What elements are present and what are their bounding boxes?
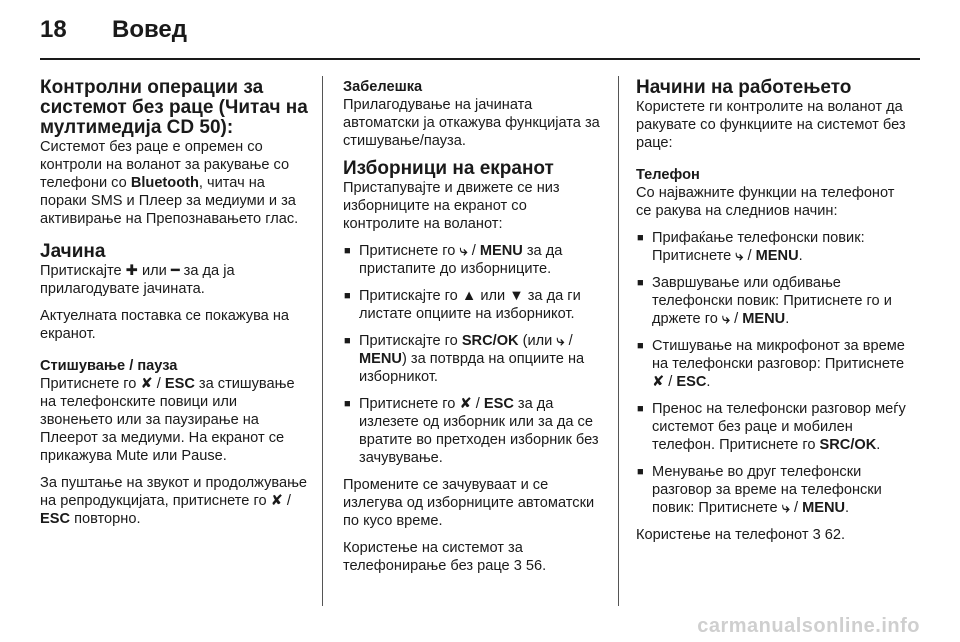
menu-steps-list [343,242,606,467]
list-item: ■ Притискајте го SRC/OK (или ⤷ / MENU) за потврда на опциите на изборникот. [343,332,606,386]
esc-keyword: ESC [164,376,195,392]
reference-arrow-icon: 3 [513,558,522,574]
section-heading-hands-free: Контролни операции за системот без раце (Читач на мултимедија CD 50): [40,77,308,138]
esc-keyword: ESC [40,511,71,527]
phone-icon: ⤷ [735,248,744,264]
phone-icon: ⤷ [721,311,731,327]
auto-save-text: Промените се зачувуваат и се излегува од изборниците автоматски по кусо време. [343,477,595,529]
heading-operation-modes: Начини на работењето [636,77,852,98]
list-item: ■ Завршување или одбивање телефонски повик: Притиснете го и држете го ⤷ / MENU. [636,274,912,328]
resume-text: За пуштање на звукот и продолжување на репродукцијата, притиснете го ✘ / ESC повторно. [40,475,308,527]
phone-icon: ⤷ [781,500,790,516]
cross-reference-phone: Користење на телефонот 3 62. [636,527,846,543]
heading-display-menus: Изборници на екранот [343,158,554,179]
volume-display-text: Актуелната поставка се покажува на екранот. [40,308,290,342]
page-header [40,16,187,56]
list-item: ■ Стишување на микрофонот за време на телефонски разговор: Притиснете ✘ / ESC. [636,337,912,391]
plus-icon: ✚ [125,263,138,279]
modes-intro: Користете ги контролите на воланот да ракувате со функциите на системот без раце: [636,99,906,151]
phone-icon: ⤷ [556,333,565,349]
note-title: Забелешка [343,79,423,95]
mute-icon: ✘ [459,396,472,412]
heading-phone: Телефон [636,167,700,183]
mute-text: Притиснете го ✘ / ESC за стишување на телефонските повици или звонењето или за паузирање на Плеерот за медиуми. На екранот се прикажува Mute или Pause. [40,376,295,464]
minus-icon: ━ [170,263,180,279]
volume-text: Притискајте ✚ или ━ за да ја прилагодувате јачината. [40,263,235,297]
list-item: ■ Притиснете го ✘ / ESC за да излезете од изборник или за да се вратите во претходен изборник без зачувување. [343,395,606,467]
column-2 [343,78,606,575]
list-item: ■ Прифаќање телефонски повик: Притиснете ⤷ / MENU. [636,229,912,265]
hands-free-intro: Системот без раце е опремен со контроли на воланот за ракување со телефони со Bluetooth, читач на пораки SMS и Плеер за медиуми и за активирање на Препознавањето глас. [40,139,299,227]
column-divider-right [618,76,619,606]
list-item: ■ Притискајте го ▲ или ▼ за да ги листате опциите на изборникот. [343,287,606,323]
heading-volume: Јачина [40,241,106,262]
column-divider-left [322,76,323,606]
menus-intro: Пристапувајте и движете се низ изборниците на екранот со контролите на воланот: [343,180,560,232]
phone-functions-list [636,229,912,517]
phone-icon: ⤷ [459,243,468,259]
header-divider [40,58,920,60]
phone-intro: Со најважните функции на телефонот се ракува на следниов начин: [636,185,895,219]
list-item: ■ Менување во друг телефонски разговор за време на телефонски повик: Притиснете ⤷ / MENU. [636,463,912,517]
page-number: 18 [40,16,67,43]
list-item: ■ Притиснете го ⤷ / MENU за да пристапите до изборниците. [343,242,606,278]
bluetooth-keyword: Bluetooth [130,175,199,191]
page-title: Вовед [112,16,188,43]
note-text: Прилагодување на јачината автоматски ја откажува функцијата за стишување/пауза. [343,97,600,149]
arrow-up-icon: ▲ [461,288,477,304]
heading-mute-pause: Стишување / пауза [40,358,178,374]
watermark: carmanualsonline.info [697,615,920,637]
mute-icon: ✘ [652,374,665,390]
list-item: ■ Пренос на телефонски разговор меѓу системот без раце и мобилен телефон. Притиснете го SRC/OK. [636,400,912,454]
column-1 [40,78,308,528]
mute-icon: ✘ [270,493,283,509]
cross-reference-hands-free: Користење на системот за телефонирање без раце 3 56. [343,540,547,574]
mute-icon: ✘ [140,376,153,392]
arrow-down-icon: ▼ [509,288,524,304]
column-3 [636,78,912,544]
reference-arrow-icon: 3 [812,527,821,543]
